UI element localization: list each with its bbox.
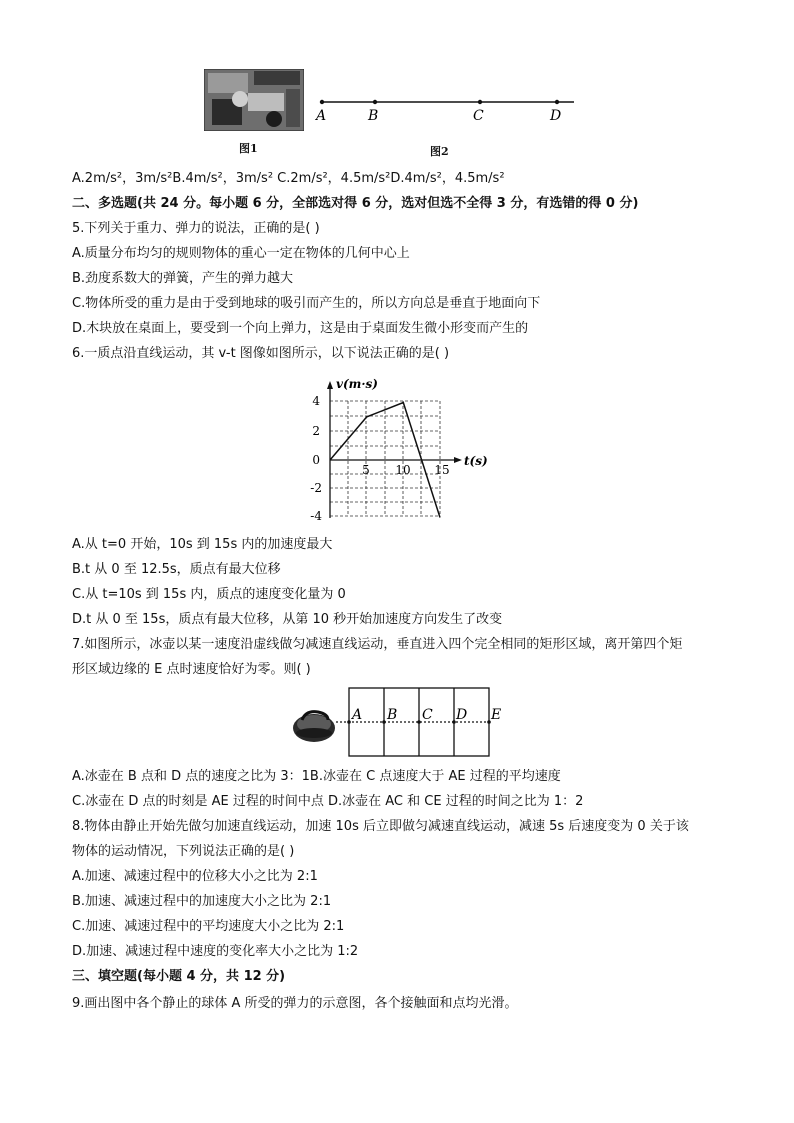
vt-grid (330, 401, 440, 516)
curl-label-e: E (491, 707, 502, 723)
v-axis-arrow (327, 381, 333, 389)
point-a (320, 100, 324, 104)
q8-option-b: B.加速、减速过程中的加速度大小之比为 2:1 (72, 894, 332, 909)
q5-option-b: B.劲度系数大的弹簧，产生的弹力越大 (72, 271, 294, 286)
q7-stem-line-2: 形区域边缘的 E 点时速度恰好为零。则( ) (72, 662, 311, 677)
label-c: C (473, 108, 484, 124)
point-c (478, 100, 482, 104)
section-2-title: 二、多选题(共 24 分。每小题 6 分，全部选对得 6 分，选对但选不全得 3 分，有选错的得 0 分) (72, 196, 639, 211)
curling-stone-icon (293, 712, 335, 742)
q7-options-ab: A.冰壶在 B 点和 D 点的速度之比为 3：1B.冰壶在 C 点速度大于 AE 过程的平均速度 (72, 769, 561, 784)
v-axis-label: v(m·s) (336, 377, 378, 391)
curl-point-a (347, 720, 351, 724)
q5-option-d: D.木块放在桌面上，要受到一个向上弹力，这是由于桌面发生微小形变而产生的 (72, 321, 529, 336)
curl-point-c (417, 720, 421, 724)
q4-options: A.2m/s²，3m/s²B.4m/s²，3m/s² C.2m/s²，4.5m/s²D.4m/s²，4.5m/s² (72, 171, 505, 186)
q8-stem-line-2: 物体的运动情况，下列说法正确的是( ) (72, 844, 295, 859)
q8-option-c: C.加速、减速过程中的平均速度大小之比为 2:1 (72, 919, 345, 934)
photo-illustration (204, 69, 304, 131)
figure-1-photo (204, 69, 304, 131)
q8-stem-line-1: 8.物体由静止开始先做匀加速直线运动，加速 10s 后立即做匀减速直线运动，减速 5s 后速度变为 0 关于该 (72, 819, 689, 834)
t-axis-label: t(s) (464, 454, 488, 468)
tick-x-5: 5 (362, 463, 370, 477)
vt-graph (300, 372, 500, 526)
curl-label-b: B (387, 707, 398, 723)
figure-2-caption: 图2 (430, 145, 449, 158)
q7-stem-line-1: 7.如图所示，冰壶以某一速度沿虚线做匀减速直线运动，垂直进入四个完全相同的矩形区域，离开第四个矩 (72, 637, 683, 652)
q6-stem: 6.一质点沿直线运动，其 v-t 图像如图所示，以下说法正确的是( ) (72, 346, 450, 361)
curl-label-d: D (456, 707, 468, 723)
label-a: A (316, 108, 327, 124)
tick-x-10: 10 (395, 463, 411, 477)
q8-option-d: D.加速、减速过程中速度的变化率大小之比为 1:2 (72, 944, 359, 959)
tick-y-2: 2 (312, 424, 320, 438)
q8-option-a: A.加速、减速过程中的位移大小之比为 2:1 (72, 869, 318, 884)
tick-y-0: 0 (312, 453, 320, 467)
tick-y-neg2: -2 (310, 481, 322, 495)
q5-option-a: A.质量分布均匀的规则物体的重心一定在物体的几何中心上 (72, 246, 410, 261)
q6-option-d: D.t 从 0 至 15s，质点有最大位移，从第 10 秒开始加速度方向发生了改变 (72, 612, 503, 627)
point-d (555, 100, 559, 104)
curl-point-b (382, 720, 386, 724)
curl-label-a: A (352, 707, 363, 723)
tick-y-neg4: -4 (310, 509, 322, 523)
figure-1-caption: 图1 (239, 142, 258, 155)
tick-x-15: 15 (434, 463, 450, 477)
q6-option-a: A.从 t=0 开始，10s 到 15s 内的加速度最大 (72, 537, 333, 552)
q6-option-b: B.t 从 0 至 12.5s，质点有最大位移 (72, 562, 281, 577)
label-d: D (550, 108, 562, 124)
q6-option-c: C.从 t=10s 到 15s 内，质点的速度变化量为 0 (72, 587, 346, 602)
curling-figure (288, 686, 508, 760)
q7-options-cd: C.冰壶在 D 点的时刻是 AE 过程的时间中点 D.冰壶在 AC 和 CE 过程的时间之比为 1：2 (72, 794, 584, 809)
q5-stem: 5.下列关于重力、弹力的说法，正确的是( ) (72, 221, 320, 236)
t-axis-arrow (454, 457, 462, 463)
label-b: B (368, 108, 379, 124)
q5-option-c: C.物体所受的重力是由于受到地球的吸引而产生的，所以方向总是垂直于地面向下 (72, 296, 541, 311)
tick-y-4: 4 (312, 394, 320, 408)
point-b (373, 100, 377, 104)
figure-2-line (312, 92, 582, 128)
curl-label-c: C (422, 707, 433, 723)
section-3-title: 三、填空题(每小题 4 分，共 12 分) (72, 969, 286, 984)
q9-stem: 9.画出图中各个静止的球体 A 所受的弹力的示意图，各个接触面和点均光滑。 (72, 996, 518, 1011)
